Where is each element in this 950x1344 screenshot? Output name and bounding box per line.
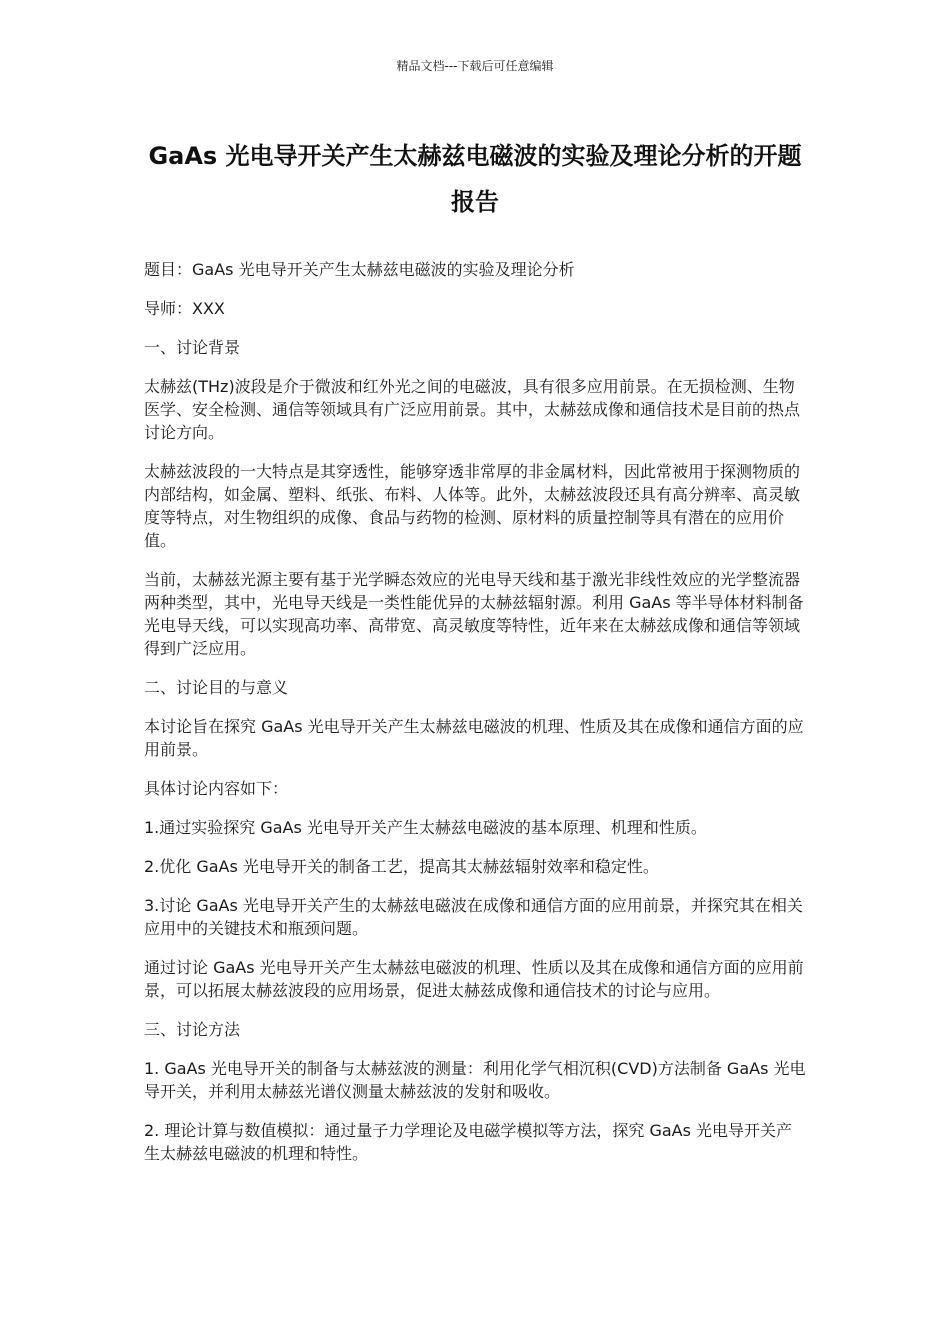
content-item-2: 2.优化 GaAs 光电导开关的制备工艺，提高其太赫兹辐射效率和稳定性。: [144, 857, 659, 876]
purpose-paragraph: 本讨论旨在探究 GaAs 光电导开关产生太赫兹电磁波的机理、性质及其在成像和通信方面的应用前景。: [144, 717, 804, 759]
background-paragraph-2: 太赫兹波段的一大特点是其穿透性，能够穿透非常厚的非金属材料，因此常被用于探测物质的内部结构，如金属、塑料、纸张、布料、人体等。此外，太赫兹波段还具有高分辨率、高灵敏度等特点，对生物组织的成像、食品与药物的检测、原材料的质量控制等具有潜在的应用价值。: [144, 462, 801, 550]
content-intro: 具体讨论内容如下：: [144, 779, 289, 798]
advisor-line: 导师：XXX: [144, 299, 225, 318]
document-title: GaAs 光电导开关产生太赫兹电磁波的实验及理论分析的开题报告: [148, 142, 802, 216]
header-note: 精品文档---下载后可任意编辑: [396, 59, 554, 73]
content-item-1: 1.通过实验探究 GaAs 光电导开关产生太赫兹电磁波的基本原理、机理和性质。: [144, 818, 707, 837]
method-item-2: 2. 理论计算与数值模拟：通过量子力学理论及电磁学模拟等方法，探究 GaAs 光电导开关产生太赫兹电磁波的机理和特性。: [144, 1121, 793, 1163]
section-heading-purpose: 二、讨论目的与意义: [144, 678, 289, 697]
method-item-1: 1. GaAs 光电导开关的制备与太赫兹波的测量：利用化学气相沉积(CVD)方法制备 GaAs 光电导开关，并利用太赫兹光谱仪测量太赫兹波的发射和吸收。: [144, 1059, 806, 1101]
section-heading-background: 一、讨论背景: [144, 338, 241, 357]
significance-paragraph: 通过讨论 GaAs 光电导开关产生太赫兹电磁波的机理、性质以及其在成像和通信方面的应用前景，可以拓展太赫兹波段的应用场景，促进太赫兹成像和通信技术的讨论与应用。: [144, 958, 804, 1000]
background-paragraph-3: 当前，太赫兹光源主要有基于光学瞬态效应的光电导天线和基于激光非线性效应的光学整流器两种类型，其中，光电导天线是一类性能优异的太赫兹辐射源。利用 GaAs 等半导体材料制备光电导天线，可以实现高功率、高带宽、高灵敏度等特性，近年来在太赫兹成像和通信等领域得到广泛应用。: [144, 570, 804, 658]
topic-line: 题目：GaAs 光电导开关产生太赫兹电磁波的实验及理论分析: [144, 260, 575, 279]
content-item-3: 3.讨论 GaAs 光电导开关产生的太赫兹电磁波在成像和通信方面的应用前景，并探究其在相关应用中的关键技术和瓶颈问题。: [144, 896, 803, 938]
document-body: [144, 258, 806, 1181]
background-paragraph-1: 太赫兹(THz)波段是介于微波和红外光之间的电磁波，具有很多应用前景。在无损检测、生物医学、安全检测、通信等领域具有广泛应用前景。其中，太赫兹成像和通信技术是目前的热点讨论方向。: [144, 377, 801, 442]
section-heading-method: 三、讨论方法: [144, 1020, 241, 1039]
